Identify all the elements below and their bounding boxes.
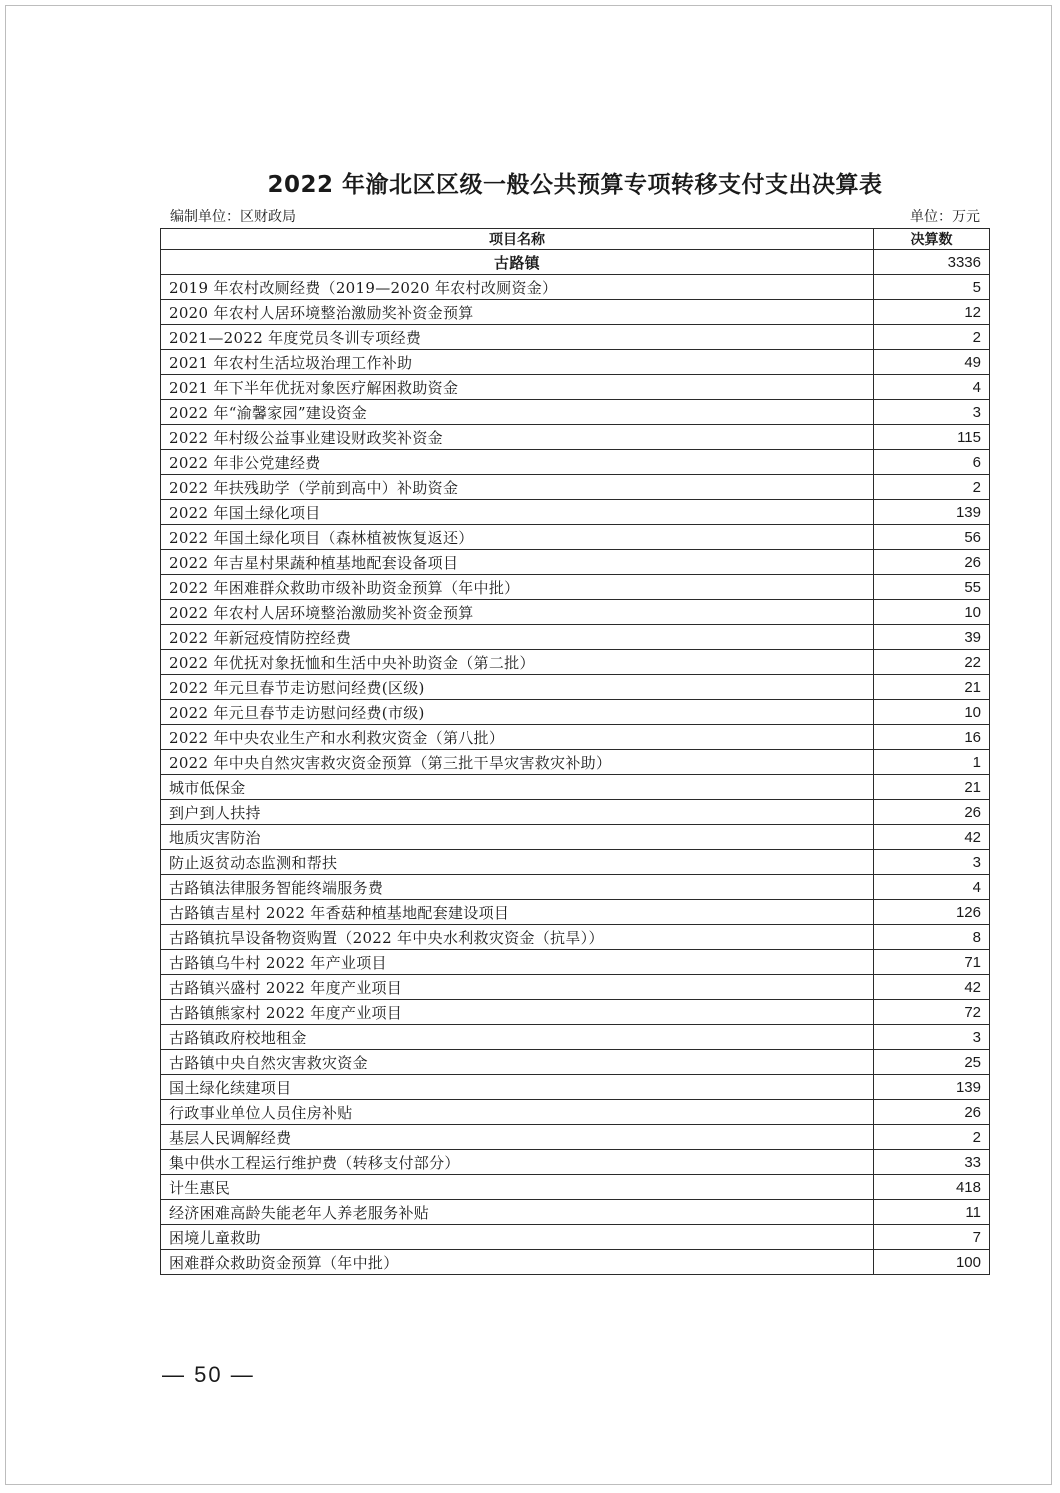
item-name: 国土绿化续建项目 bbox=[161, 1075, 874, 1100]
item-amount: 55 bbox=[874, 575, 990, 600]
item-name: 2021 年农村生活垃圾治理工作补助 bbox=[161, 350, 874, 375]
item-name: 2022 年元旦春节走访慰问经费(市级) bbox=[161, 700, 874, 725]
item-amount: 21 bbox=[874, 675, 990, 700]
group-row bbox=[161, 250, 990, 275]
item-name: 防止返贫动态监测和帮扶 bbox=[161, 850, 874, 875]
group-total: 3336 bbox=[874, 250, 990, 275]
table-row bbox=[161, 675, 990, 700]
table-row bbox=[161, 1200, 990, 1225]
item-amount: 16 bbox=[874, 725, 990, 750]
group-name: 古路镇 bbox=[161, 250, 874, 275]
item-name: 地质灾害防治 bbox=[161, 825, 874, 850]
item-amount: 8 bbox=[874, 925, 990, 950]
item-name: 困境儿童救助 bbox=[161, 1225, 874, 1250]
item-amount: 49 bbox=[874, 350, 990, 375]
item-name: 2020 年农村人居环境整治激励奖补资金预算 bbox=[161, 300, 874, 325]
table-row bbox=[161, 300, 990, 325]
item-amount: 2 bbox=[874, 1125, 990, 1150]
table-row bbox=[161, 1050, 990, 1075]
table-row bbox=[161, 400, 990, 425]
table-row bbox=[161, 450, 990, 475]
item-name: 古路镇中央自然灾害救灾资金 bbox=[161, 1050, 874, 1075]
item-name: 基层人民调解经费 bbox=[161, 1125, 874, 1150]
item-name: 2022 年村级公益事业建设财政奖补资金 bbox=[161, 425, 874, 450]
table-row bbox=[161, 475, 990, 500]
item-amount: 418 bbox=[874, 1175, 990, 1200]
item-name: 古路镇熊家村 2022 年度产业项目 bbox=[161, 1000, 874, 1025]
table-row bbox=[161, 1000, 990, 1025]
table-row bbox=[161, 1100, 990, 1125]
item-amount: 26 bbox=[874, 550, 990, 575]
item-name: 经济困难高龄失能老年人养老服务补贴 bbox=[161, 1200, 874, 1225]
item-name: 行政事业单位人员住房补贴 bbox=[161, 1100, 874, 1125]
item-amount: 139 bbox=[874, 1075, 990, 1100]
item-name: 古路镇兴盛村 2022 年度产业项目 bbox=[161, 975, 874, 1000]
table-row bbox=[161, 600, 990, 625]
table-row bbox=[161, 575, 990, 600]
item-name: 到户到人扶持 bbox=[161, 800, 874, 825]
table-row bbox=[161, 425, 990, 450]
item-name: 2022 年优抚对象抚恤和生活中央补助资金（第二批） bbox=[161, 650, 874, 675]
item-name: 2019 年农村改厕经费（2019—2020 年农村改厕资金） bbox=[161, 275, 874, 300]
item-name: 2022 年非公党建经费 bbox=[161, 450, 874, 475]
item-name: 2022 年中央自然灾害救灾资金预算（第三批干旱灾害救灾补助） bbox=[161, 750, 874, 775]
item-amount: 1 bbox=[874, 750, 990, 775]
item-amount: 11 bbox=[874, 1200, 990, 1225]
table-row bbox=[161, 950, 990, 975]
item-amount: 3 bbox=[874, 850, 990, 875]
table-row bbox=[161, 925, 990, 950]
item-name: 2021 年下半年优抚对象医疗解困救助资金 bbox=[161, 375, 874, 400]
item-amount: 6 bbox=[874, 450, 990, 475]
item-amount: 25 bbox=[874, 1050, 990, 1075]
item-amount: 100 bbox=[874, 1250, 990, 1275]
item-amount: 21 bbox=[874, 775, 990, 800]
item-name: 2022 年中央农业生产和水利救灾资金（第八批） bbox=[161, 725, 874, 750]
item-amount: 10 bbox=[874, 600, 990, 625]
table-row bbox=[161, 1025, 990, 1050]
table-row bbox=[161, 900, 990, 925]
item-name: 2022 年困难群众救助市级补助资金预算（年中批） bbox=[161, 575, 874, 600]
table-row bbox=[161, 1150, 990, 1175]
table-row bbox=[161, 650, 990, 675]
item-name: 困难群众救助资金预算（年中批） bbox=[161, 1250, 874, 1275]
item-amount: 42 bbox=[874, 825, 990, 850]
table-row bbox=[161, 525, 990, 550]
column-header-name: 项目名称 bbox=[161, 229, 874, 250]
table-row bbox=[161, 350, 990, 375]
item-amount: 22 bbox=[874, 650, 990, 675]
item-name: 2022 年元旦春节走访慰问经费(区级) bbox=[161, 675, 874, 700]
item-name: 2022 年“渝馨家园”建设资金 bbox=[161, 400, 874, 425]
item-name: 2022 年新冠疫情防控经费 bbox=[161, 625, 874, 650]
item-amount: 12 bbox=[874, 300, 990, 325]
item-amount: 139 bbox=[874, 500, 990, 525]
table-row bbox=[161, 825, 990, 850]
item-name: 城市低保金 bbox=[161, 775, 874, 800]
item-name: 2022 年国土绿化项目（森林植被恢复返还） bbox=[161, 525, 874, 550]
item-amount: 3 bbox=[874, 400, 990, 425]
item-amount: 42 bbox=[874, 975, 990, 1000]
page-number: — 50 — bbox=[162, 1362, 255, 1387]
item-amount: 7 bbox=[874, 1225, 990, 1250]
table-row bbox=[161, 800, 990, 825]
table-row bbox=[161, 750, 990, 775]
item-name: 2022 年扶残助学（学前到高中）补助资金 bbox=[161, 475, 874, 500]
table-row bbox=[161, 325, 990, 350]
table-header-row bbox=[161, 229, 990, 250]
item-amount: 33 bbox=[874, 1150, 990, 1175]
item-amount: 3 bbox=[874, 1025, 990, 1050]
item-amount: 72 bbox=[874, 1000, 990, 1025]
table-row bbox=[161, 1250, 990, 1275]
table-row bbox=[161, 1225, 990, 1250]
item-amount: 115 bbox=[874, 425, 990, 450]
item-amount: 4 bbox=[874, 375, 990, 400]
item-name: 古路镇法律服务智能终端服务费 bbox=[161, 875, 874, 900]
item-amount: 71 bbox=[874, 950, 990, 975]
table-row bbox=[161, 625, 990, 650]
table-row bbox=[161, 1075, 990, 1100]
table-row bbox=[161, 375, 990, 400]
table-row bbox=[161, 775, 990, 800]
item-amount: 4 bbox=[874, 875, 990, 900]
table-row bbox=[161, 1125, 990, 1150]
item-name: 计生惠民 bbox=[161, 1175, 874, 1200]
item-amount: 2 bbox=[874, 475, 990, 500]
budget-table bbox=[160, 228, 990, 1275]
item-name: 2022 年国土绿化项目 bbox=[161, 500, 874, 525]
item-name: 古路镇吉星村 2022 年香菇种植基地配套建设项目 bbox=[161, 900, 874, 925]
table-row bbox=[161, 550, 990, 575]
item-name: 古路镇乌牛村 2022 年产业项目 bbox=[161, 950, 874, 975]
item-name: 古路镇抗旱设备物资购置（2022 年中央水利救灾资金（抗旱）） bbox=[161, 925, 874, 950]
item-amount: 5 bbox=[874, 275, 990, 300]
table-row bbox=[161, 1175, 990, 1200]
item-name: 集中供水工程运行维护费（转移支付部分） bbox=[161, 1150, 874, 1175]
table-row bbox=[161, 700, 990, 725]
unit-label: 单位：万元 bbox=[910, 209, 980, 225]
item-name: 2021—2022 年度党员冬训专项经费 bbox=[161, 325, 874, 350]
item-amount: 126 bbox=[874, 900, 990, 925]
document-title: 2022 年渝北区区级一般公共预算专项转移支付支出决算表 bbox=[267, 172, 883, 198]
table-row bbox=[161, 725, 990, 750]
item-amount: 10 bbox=[874, 700, 990, 725]
item-name: 2022 年农村人居环境整治激励奖补资金预算 bbox=[161, 600, 874, 625]
table-body bbox=[161, 250, 990, 1275]
item-name: 古路镇政府校地租金 bbox=[161, 1025, 874, 1050]
column-header-value: 决算数 bbox=[874, 229, 990, 250]
item-name: 2022 年吉星村果蔬种植基地配套设备项目 bbox=[161, 550, 874, 575]
compiler-label: 编制单位：区财政局 bbox=[170, 209, 296, 225]
table-row bbox=[161, 975, 990, 1000]
item-amount: 39 bbox=[874, 625, 990, 650]
table-row bbox=[161, 500, 990, 525]
item-amount: 2 bbox=[874, 325, 990, 350]
table-row bbox=[161, 275, 990, 300]
table-row bbox=[161, 850, 990, 875]
table-row bbox=[161, 875, 990, 900]
item-amount: 26 bbox=[874, 1100, 990, 1125]
item-amount: 26 bbox=[874, 800, 990, 825]
item-amount: 56 bbox=[874, 525, 990, 550]
